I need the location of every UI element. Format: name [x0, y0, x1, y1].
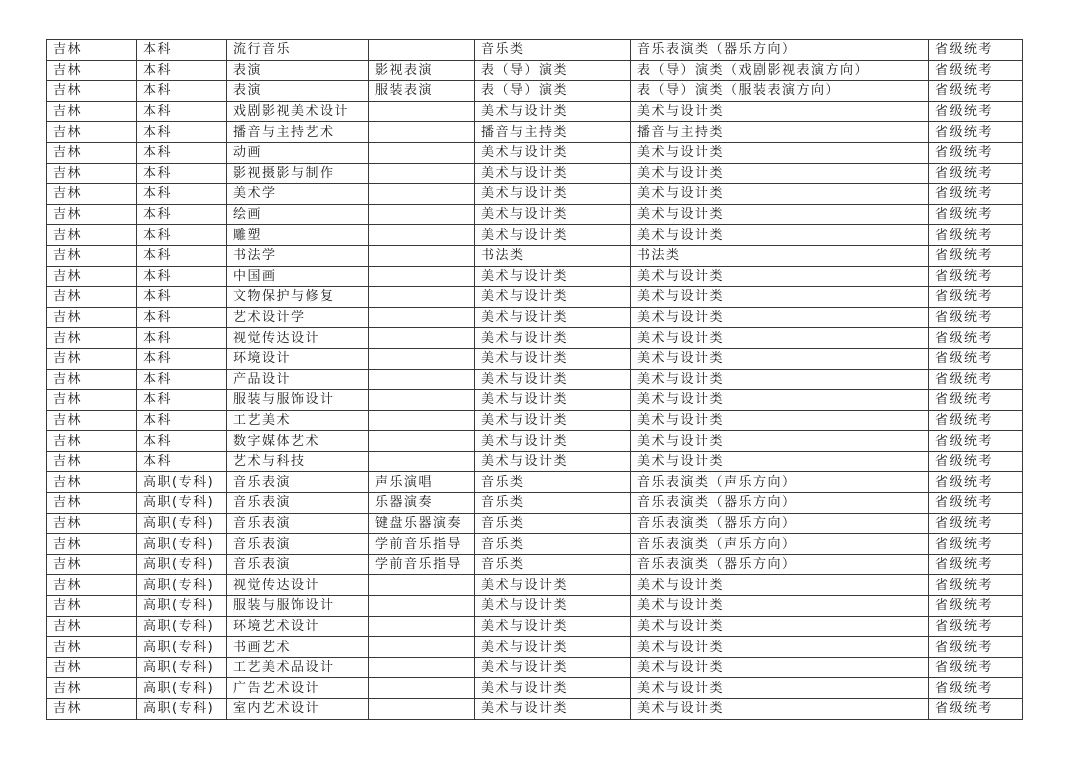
province-cell: 吉林	[47, 678, 137, 699]
exam-method-cell: 省级统考	[929, 472, 1023, 493]
exam-method-cell: 省级统考	[929, 266, 1023, 287]
category-cell: 美术与设计类	[475, 225, 631, 246]
exam-type-cell: 美术与设计类	[631, 369, 929, 390]
major-cell: 流行音乐	[227, 40, 369, 61]
exam-type-cell: 美术与设计类	[631, 163, 929, 184]
table-row	[47, 699, 1023, 720]
direction-cell	[369, 596, 475, 617]
exam-type-cell: 美术与设计类	[631, 142, 929, 163]
direction-cell	[369, 307, 475, 328]
table-row	[47, 390, 1023, 411]
category-cell: 美术与设计类	[475, 348, 631, 369]
exam-type-cell: 音乐表演类（器乐方向）	[631, 513, 929, 534]
exam-method-cell: 省级统考	[929, 596, 1023, 617]
level-cell: 高职(专科)	[137, 472, 227, 493]
direction-cell	[369, 616, 475, 637]
province-cell: 吉林	[47, 101, 137, 122]
direction-cell	[369, 122, 475, 143]
table-row	[47, 369, 1023, 390]
table-row	[47, 184, 1023, 205]
major-cell: 音乐表演	[227, 534, 369, 555]
level-cell: 本科	[137, 81, 227, 102]
province-cell: 吉林	[47, 410, 137, 431]
exam-method-cell: 省级统考	[929, 513, 1023, 534]
exam-method-cell: 省级统考	[929, 60, 1023, 81]
major-cell: 表演	[227, 60, 369, 81]
table-row	[47, 657, 1023, 678]
table-body	[47, 40, 1023, 720]
province-cell: 吉林	[47, 81, 137, 102]
exam-type-cell: 美术与设计类	[631, 287, 929, 308]
direction-cell	[369, 369, 475, 390]
direction-cell	[369, 431, 475, 452]
direction-cell	[369, 266, 475, 287]
category-cell: 美术与设计类	[475, 575, 631, 596]
level-cell: 高职(专科)	[137, 596, 227, 617]
exam-method-cell: 省级统考	[929, 81, 1023, 102]
direction-cell	[369, 184, 475, 205]
direction-cell	[369, 40, 475, 61]
major-cell: 视觉传达设计	[227, 575, 369, 596]
exam-type-cell: 表（导）演类（戏剧影视表演方向）	[631, 60, 929, 81]
direction-cell	[369, 245, 475, 266]
exam-type-cell: 美术与设计类	[631, 307, 929, 328]
level-cell: 本科	[137, 369, 227, 390]
direction-cell: 乐器演奏	[369, 493, 475, 514]
level-cell: 本科	[137, 225, 227, 246]
category-cell: 书法类	[475, 245, 631, 266]
direction-cell	[369, 142, 475, 163]
exam-type-cell: 美术与设计类	[631, 596, 929, 617]
table-row	[47, 534, 1023, 555]
province-cell: 吉林	[47, 245, 137, 266]
level-cell: 本科	[137, 204, 227, 225]
major-cell: 环境艺术设计	[227, 616, 369, 637]
province-cell: 吉林	[47, 60, 137, 81]
level-cell: 本科	[137, 122, 227, 143]
province-cell: 吉林	[47, 328, 137, 349]
category-cell: 美术与设计类	[475, 142, 631, 163]
level-cell: 高职(专科)	[137, 554, 227, 575]
level-cell: 本科	[137, 142, 227, 163]
exam-method-cell: 省级统考	[929, 431, 1023, 452]
province-cell: 吉林	[47, 122, 137, 143]
table-row	[47, 81, 1023, 102]
major-cell: 艺术与科技	[227, 451, 369, 472]
category-cell: 音乐类	[475, 493, 631, 514]
table-row	[47, 287, 1023, 308]
major-cell: 美术学	[227, 184, 369, 205]
level-cell: 本科	[137, 101, 227, 122]
exam-method-cell: 省级统考	[929, 328, 1023, 349]
table-row	[47, 678, 1023, 699]
province-cell: 吉林	[47, 431, 137, 452]
province-cell: 吉林	[47, 204, 137, 225]
level-cell: 本科	[137, 60, 227, 81]
category-cell: 音乐类	[475, 554, 631, 575]
province-cell: 吉林	[47, 554, 137, 575]
exam-method-cell: 省级统考	[929, 493, 1023, 514]
direction-cell: 学前音乐指导	[369, 534, 475, 555]
table-row	[47, 410, 1023, 431]
level-cell: 本科	[137, 287, 227, 308]
exam-method-cell: 省级统考	[929, 184, 1023, 205]
exam-method-cell: 省级统考	[929, 225, 1023, 246]
major-cell: 音乐表演	[227, 554, 369, 575]
exam-type-cell: 美术与设计类	[631, 451, 929, 472]
exam-method-cell: 省级统考	[929, 534, 1023, 555]
level-cell: 高职(专科)	[137, 513, 227, 534]
table-row	[47, 596, 1023, 617]
exam-type-cell: 美术与设计类	[631, 678, 929, 699]
category-cell: 美术与设计类	[475, 678, 631, 699]
province-cell: 吉林	[47, 472, 137, 493]
exam-method-cell: 省级统考	[929, 122, 1023, 143]
major-cell: 书画艺术	[227, 637, 369, 658]
exam-type-cell: 美术与设计类	[631, 348, 929, 369]
direction-cell	[369, 101, 475, 122]
major-cell: 绘画	[227, 204, 369, 225]
direction-cell	[369, 451, 475, 472]
level-cell: 本科	[137, 163, 227, 184]
level-cell: 高职(专科)	[137, 678, 227, 699]
exam-method-cell: 省级统考	[929, 451, 1023, 472]
exam-type-cell: 音乐表演类（器乐方向）	[631, 493, 929, 514]
level-cell: 高职(专科)	[137, 657, 227, 678]
major-cell: 产品设计	[227, 369, 369, 390]
table-row	[47, 142, 1023, 163]
level-cell: 高职(专科)	[137, 637, 227, 658]
table-row	[47, 266, 1023, 287]
province-cell: 吉林	[47, 40, 137, 61]
table-row	[47, 513, 1023, 534]
exam-method-cell: 省级统考	[929, 204, 1023, 225]
level-cell: 本科	[137, 307, 227, 328]
table-row	[47, 40, 1023, 61]
exam-type-cell: 美术与设计类	[631, 184, 929, 205]
table-row	[47, 451, 1023, 472]
category-cell: 美术与设计类	[475, 431, 631, 452]
major-cell: 室内艺术设计	[227, 699, 369, 720]
level-cell: 本科	[137, 410, 227, 431]
exam-method-cell: 省级统考	[929, 369, 1023, 390]
direction-cell	[369, 390, 475, 411]
province-cell: 吉林	[47, 534, 137, 555]
table-row	[47, 431, 1023, 452]
table-row	[47, 575, 1023, 596]
exam-method-cell: 省级统考	[929, 245, 1023, 266]
province-cell: 吉林	[47, 307, 137, 328]
exam-type-cell: 美术与设计类	[631, 328, 929, 349]
level-cell: 本科	[137, 390, 227, 411]
exam-method-cell: 省级统考	[929, 410, 1023, 431]
category-cell: 美术与设计类	[475, 369, 631, 390]
exam-type-cell: 美术与设计类	[631, 410, 929, 431]
major-cell: 广告艺术设计	[227, 678, 369, 699]
table-row	[47, 307, 1023, 328]
table-row	[47, 328, 1023, 349]
major-cell: 雕塑	[227, 225, 369, 246]
direction-cell	[369, 657, 475, 678]
province-cell: 吉林	[47, 390, 137, 411]
major-cell: 书法学	[227, 245, 369, 266]
major-cell: 表演	[227, 81, 369, 102]
province-cell: 吉林	[47, 575, 137, 596]
direction-cell: 服装表演	[369, 81, 475, 102]
province-cell: 吉林	[47, 163, 137, 184]
table-row	[47, 472, 1023, 493]
exam-type-cell: 音乐表演类（器乐方向）	[631, 554, 929, 575]
exam-method-cell: 省级统考	[929, 657, 1023, 678]
province-cell: 吉林	[47, 616, 137, 637]
category-cell: 美术与设计类	[475, 266, 631, 287]
table-row	[47, 122, 1023, 143]
province-cell: 吉林	[47, 225, 137, 246]
level-cell: 本科	[137, 40, 227, 61]
province-cell: 吉林	[47, 596, 137, 617]
major-cell: 工艺美术品设计	[227, 657, 369, 678]
exam-type-cell: 音乐表演类（器乐方向）	[631, 40, 929, 61]
category-cell: 美术与设计类	[475, 699, 631, 720]
province-cell: 吉林	[47, 451, 137, 472]
category-cell: 播音与主持类	[475, 122, 631, 143]
category-cell: 美术与设计类	[475, 596, 631, 617]
direction-cell	[369, 328, 475, 349]
level-cell: 本科	[137, 266, 227, 287]
level-cell: 本科	[137, 184, 227, 205]
major-cell: 服装与服饰设计	[227, 390, 369, 411]
exam-type-cell: 美术与设计类	[631, 657, 929, 678]
direction-cell	[369, 575, 475, 596]
exam-type-cell: 书法类	[631, 245, 929, 266]
direction-cell	[369, 225, 475, 246]
province-cell: 吉林	[47, 348, 137, 369]
exam-method-cell: 省级统考	[929, 348, 1023, 369]
direction-cell: 声乐演唱	[369, 472, 475, 493]
direction-cell	[369, 163, 475, 184]
direction-cell	[369, 204, 475, 225]
direction-cell: 键盘乐器演奏	[369, 513, 475, 534]
category-cell: 美术与设计类	[475, 163, 631, 184]
major-cell: 艺术设计学	[227, 307, 369, 328]
direction-cell	[369, 678, 475, 699]
direction-cell: 影视表演	[369, 60, 475, 81]
major-cell: 音乐表演	[227, 493, 369, 514]
category-cell: 音乐类	[475, 40, 631, 61]
table-row	[47, 493, 1023, 514]
exam-type-cell: 音乐表演类（声乐方向）	[631, 534, 929, 555]
table-row	[47, 245, 1023, 266]
category-cell: 美术与设计类	[475, 637, 631, 658]
table-row	[47, 225, 1023, 246]
level-cell: 高职(专科)	[137, 575, 227, 596]
major-cell: 视觉传达设计	[227, 328, 369, 349]
major-cell: 中国画	[227, 266, 369, 287]
direction-cell	[369, 410, 475, 431]
level-cell: 本科	[137, 451, 227, 472]
exam-method-cell: 省级统考	[929, 554, 1023, 575]
category-cell: 美术与设计类	[475, 101, 631, 122]
exam-method-cell: 省级统考	[929, 142, 1023, 163]
table-row	[47, 101, 1023, 122]
level-cell: 高职(专科)	[137, 699, 227, 720]
major-cell: 影视摄影与制作	[227, 163, 369, 184]
exam-method-cell: 省级统考	[929, 390, 1023, 411]
category-cell: 美术与设计类	[475, 410, 631, 431]
category-cell: 音乐类	[475, 534, 631, 555]
category-cell: 美术与设计类	[475, 307, 631, 328]
level-cell: 本科	[137, 431, 227, 452]
direction-cell	[369, 348, 475, 369]
exam-type-cell: 美术与设计类	[631, 225, 929, 246]
table-row	[47, 348, 1023, 369]
table-row	[47, 554, 1023, 575]
direction-cell: 学前音乐指导	[369, 554, 475, 575]
major-cell: 工艺美术	[227, 410, 369, 431]
exam-method-cell: 省级统考	[929, 637, 1023, 658]
province-cell: 吉林	[47, 287, 137, 308]
exam-method-cell: 省级统考	[929, 699, 1023, 720]
category-cell: 表（导）演类	[475, 60, 631, 81]
category-cell: 美术与设计类	[475, 616, 631, 637]
table-row	[47, 204, 1023, 225]
exam-type-cell: 美术与设计类	[631, 266, 929, 287]
exam-type-cell: 美术与设计类	[631, 204, 929, 225]
category-cell: 音乐类	[475, 513, 631, 534]
table-row	[47, 637, 1023, 658]
exam-type-cell: 播音与主持类	[631, 122, 929, 143]
exam-type-cell: 表（导）演类（服装表演方向）	[631, 81, 929, 102]
exam-type-cell: 美术与设计类	[631, 616, 929, 637]
major-cell: 音乐表演	[227, 513, 369, 534]
exam-method-cell: 省级统考	[929, 678, 1023, 699]
category-cell: 美术与设计类	[475, 657, 631, 678]
province-cell: 吉林	[47, 493, 137, 514]
province-cell: 吉林	[47, 637, 137, 658]
major-cell: 文物保护与修复	[227, 287, 369, 308]
province-cell: 吉林	[47, 369, 137, 390]
level-cell: 本科	[137, 328, 227, 349]
category-cell: 美术与设计类	[475, 451, 631, 472]
level-cell: 本科	[137, 245, 227, 266]
direction-cell	[369, 699, 475, 720]
major-cell: 动画	[227, 142, 369, 163]
category-cell: 表（导）演类	[475, 81, 631, 102]
major-cell: 环境设计	[227, 348, 369, 369]
major-cell: 播音与主持艺术	[227, 122, 369, 143]
table-row	[47, 616, 1023, 637]
admissions-table	[46, 39, 1023, 720]
major-cell: 服装与服饰设计	[227, 596, 369, 617]
exam-method-cell: 省级统考	[929, 575, 1023, 596]
exam-method-cell: 省级统考	[929, 307, 1023, 328]
exam-method-cell: 省级统考	[929, 40, 1023, 61]
major-cell: 音乐表演	[227, 472, 369, 493]
level-cell: 本科	[137, 348, 227, 369]
table-row	[47, 163, 1023, 184]
province-cell: 吉林	[47, 513, 137, 534]
province-cell: 吉林	[47, 699, 137, 720]
major-cell: 戏剧影视美术设计	[227, 101, 369, 122]
category-cell: 美术与设计类	[475, 390, 631, 411]
exam-method-cell: 省级统考	[929, 101, 1023, 122]
category-cell: 美术与设计类	[475, 287, 631, 308]
exam-method-cell: 省级统考	[929, 163, 1023, 184]
province-cell: 吉林	[47, 184, 137, 205]
exam-type-cell: 美术与设计类	[631, 575, 929, 596]
exam-method-cell: 省级统考	[929, 287, 1023, 308]
province-cell: 吉林	[47, 266, 137, 287]
exam-type-cell: 美术与设计类	[631, 101, 929, 122]
exam-type-cell: 美术与设计类	[631, 637, 929, 658]
level-cell: 高职(专科)	[137, 616, 227, 637]
exam-type-cell: 美术与设计类	[631, 390, 929, 411]
exam-type-cell: 音乐表演类（声乐方向）	[631, 472, 929, 493]
category-cell: 音乐类	[475, 472, 631, 493]
direction-cell	[369, 637, 475, 658]
category-cell: 美术与设计类	[475, 328, 631, 349]
province-cell: 吉林	[47, 657, 137, 678]
exam-method-cell: 省级统考	[929, 616, 1023, 637]
category-cell: 美术与设计类	[475, 184, 631, 205]
major-cell: 数字媒体艺术	[227, 431, 369, 452]
direction-cell	[369, 287, 475, 308]
province-cell: 吉林	[47, 142, 137, 163]
level-cell: 高职(专科)	[137, 534, 227, 555]
table-row	[47, 60, 1023, 81]
level-cell: 高职(专科)	[137, 493, 227, 514]
exam-type-cell: 美术与设计类	[631, 431, 929, 452]
category-cell: 美术与设计类	[475, 204, 631, 225]
exam-type-cell: 美术与设计类	[631, 699, 929, 720]
